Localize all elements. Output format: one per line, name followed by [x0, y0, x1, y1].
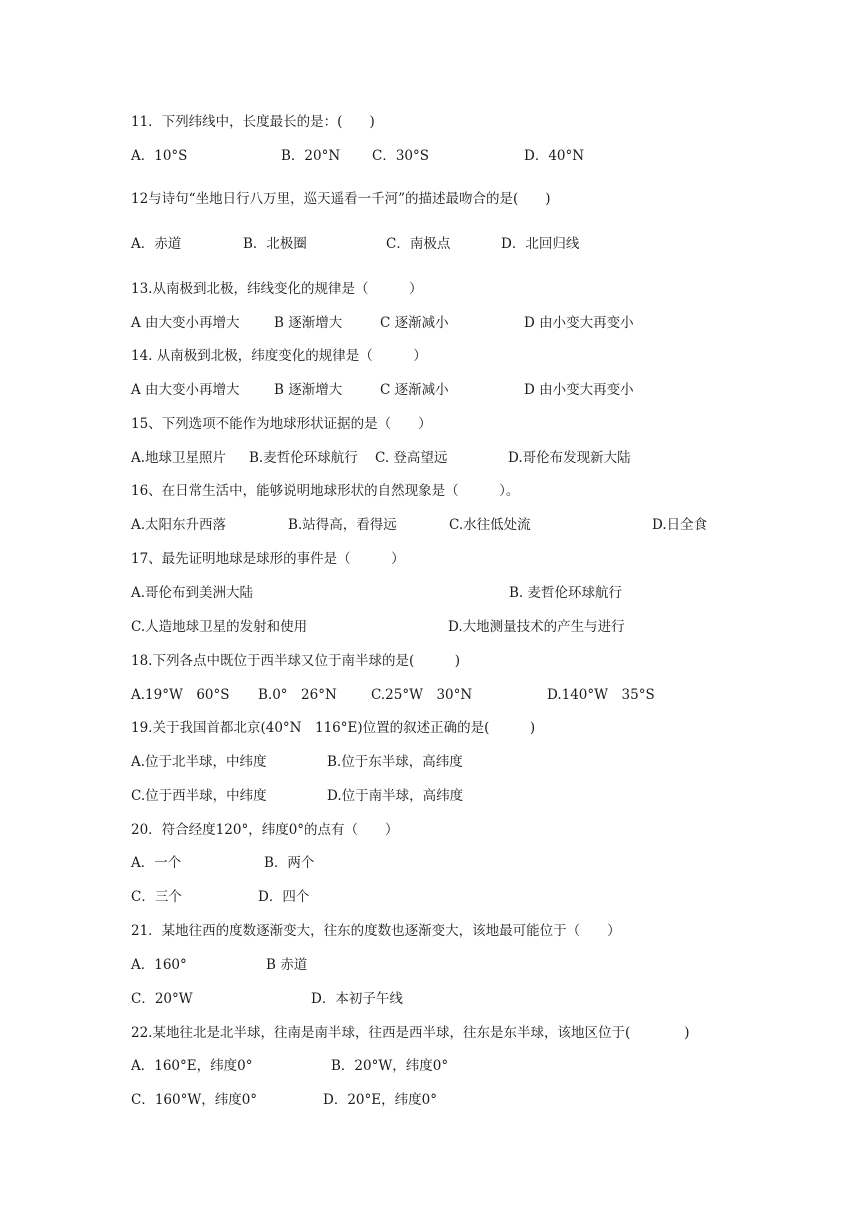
option-a: A．赤道 [131, 236, 182, 252]
option-b: B 逐渐增大 [274, 382, 343, 398]
option-d: D.位于南半球，高纬度 [327, 788, 464, 804]
option-a: A．一个 [131, 855, 182, 871]
option-c: C．160°W，纬度0° [131, 1092, 258, 1108]
option-d: D 由小变大再变小 [524, 315, 634, 331]
question-20-options-row2 [131, 888, 731, 906]
option-d: D.140°W 35°S [547, 687, 655, 703]
option-b: B．北极圈 [243, 236, 307, 252]
question-20-stem: 20．符合经度120°，纬度0°的点有（ ） [131, 822, 399, 838]
question-11-options [131, 147, 731, 165]
question-12-options [131, 235, 731, 253]
option-b: B. 麦哲伦环球航行 [509, 585, 623, 601]
option-a: A.哥伦布到美洲大陆 [131, 585, 254, 601]
option-d: D．本初子午线 [311, 991, 403, 1007]
question-22-options-row2 [131, 1091, 731, 1109]
question-21-options-row2 [131, 990, 731, 1008]
option-b: B 逐渐增大 [274, 315, 343, 331]
option-b: B 赤道 [266, 957, 308, 973]
question-21-options-row1 [131, 956, 731, 974]
option-c: C.25°W 30°N [371, 687, 473, 703]
option-a: A．160°E，纬度0° [131, 1058, 253, 1074]
question-18-stem: 18.下列各点中既位于西半球又位于南半球的是( ) [131, 653, 461, 669]
option-d: D．北回归线 [501, 236, 580, 252]
question-22-stem: 22.某地往北是北半球，往南是南半球，往西是西半球，往东是东半球，该地区位于( ) [131, 1025, 690, 1041]
option-c: C 逐渐减小 [380, 382, 449, 398]
question-22-options-row1 [131, 1057, 731, 1075]
option-c: C．30°S [372, 148, 430, 164]
option-d: D.哥伦布发现新大陆 [508, 450, 631, 466]
option-c: C. 登高望远 [375, 450, 448, 466]
option-d: D.日全食 [652, 517, 708, 533]
option-a: A．10°S [131, 148, 188, 164]
question-16-options [131, 516, 731, 534]
option-a: A 由大变小再增大 [131, 382, 240, 398]
option-c: C．20°W [131, 991, 193, 1007]
option-a: A.19°W 60°S [131, 687, 230, 703]
option-a: A．160° [131, 957, 187, 973]
option-a: A.太阳东升西落 [131, 517, 227, 533]
question-18-options [131, 686, 731, 704]
question-19-options-row2 [131, 787, 731, 805]
question-19-stem: 19.关于我国首都北京(40°N 116°E)位置的叙述正确的是( ) [131, 720, 536, 736]
option-d: D．四个 [258, 889, 310, 905]
option-a: A.地球卫星照片 [131, 450, 227, 466]
question-20-options-row1 [131, 854, 731, 872]
option-b: B．20°W，纬度0° [331, 1058, 449, 1074]
option-c: C.人造地球卫星的发射和使用 [131, 619, 308, 635]
option-b: B.麦哲伦环球航行 [249, 450, 358, 466]
question-15-options [131, 449, 731, 467]
option-c: C．三个 [131, 889, 182, 905]
option-c: C 逐渐减小 [380, 315, 449, 331]
option-b: B．20°N [281, 148, 341, 164]
question-13-stem: 13.从南极到北极，纬线变化的规律是（ ） [131, 281, 423, 297]
question-13-options [131, 314, 731, 332]
option-d: D．40°N [524, 148, 585, 164]
question-15-stem: 15、下列选项不能作为地球形状证据的是（ ） [131, 416, 432, 432]
option-c: C.水往低处流 [449, 517, 531, 533]
question-17-options-row1 [131, 584, 731, 602]
option-c: C．南极点 [386, 236, 451, 252]
option-c: C.位于西半球，中纬度 [131, 788, 267, 804]
option-b: B.位于东半球，高纬度 [327, 754, 463, 770]
question-11-stem: 11．下列纬线中，长度最长的是：( ) [131, 114, 375, 130]
question-14-options [131, 381, 731, 399]
question-16-stem: 16、在日常生活中，能够说明地球形状的自然现象是（ ）。 [131, 483, 520, 499]
option-b: B.站得高，看得远 [288, 517, 397, 533]
option-b: B．两个 [264, 855, 315, 871]
question-19-options-row1 [131, 753, 731, 771]
option-d: D 由小变大再变小 [524, 382, 634, 398]
question-12-stem: 12与诗句“坐地日行八万里，巡天遥看一千河”的描述最吻合的是( ) [131, 191, 551, 207]
option-b: B.0° 26°N [258, 687, 337, 703]
question-14-stem: 14. 从南极到北极，纬度变化的规律是（ ） [131, 348, 427, 364]
question-21-stem: 21．某地往西的度数逐渐变大，往东的度数也逐渐变大，该地最可能位于（ ） [131, 923, 621, 939]
option-d: D.大地测量技术的产生与进行 [448, 619, 625, 635]
option-a: A.位于北半球，中纬度 [131, 754, 267, 770]
option-a: A 由大变小再增大 [131, 315, 240, 331]
question-17-options-row2 [131, 618, 731, 636]
option-d: D．20°E，纬度0° [323, 1092, 437, 1108]
question-17-stem: 17、最先证明地球是球形的事件是（ ） [131, 551, 405, 567]
